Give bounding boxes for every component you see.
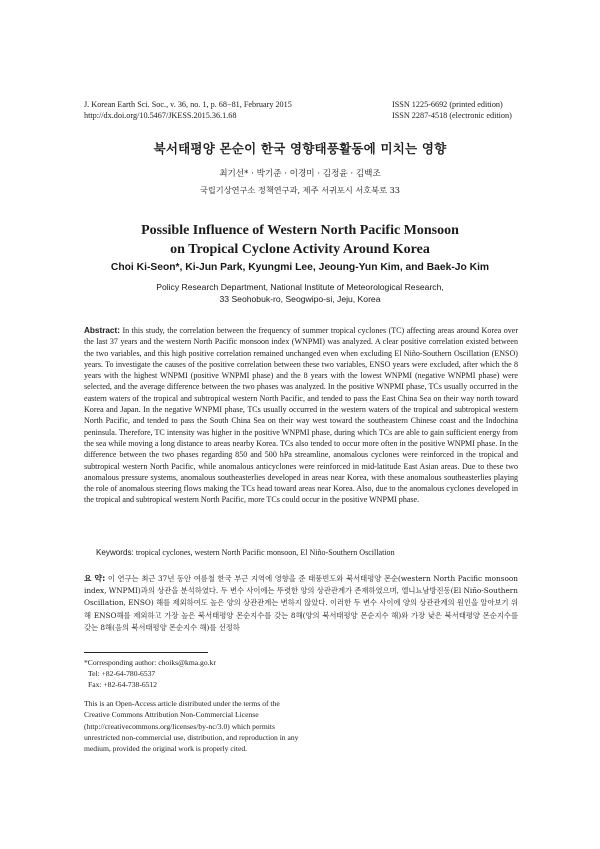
keywords-text: tropical cyclones, western North Pacific monsoon, El Niño-Southern Oscillation	[135, 548, 395, 557]
license-notice: This is an Open-Access article distributed under the terms of the Creative Commons Attribution Non-Commercial License (http://creativecommons.org/licenses/by-nc/3.0) which permits unrestricted non-commercial use, distribution, and reproduction in any medium, provided the original work is properly cited.	[84, 699, 299, 754]
abstract	[84, 325, 518, 506]
doi-link[interactable]: http://dx.doi.org/10.5467/JKESS.2015.36.1.68	[84, 111, 237, 120]
corresponding-tel: Tel: +82-64-780-6537	[88, 669, 156, 679]
english-title-line1: Possible Influence of Western North Pacific Monsoon	[141, 223, 459, 238]
issn-print: ISSN 1225-6692 (printed edition)	[392, 100, 503, 109]
keywords	[96, 548, 516, 557]
abstract-label: Abstract:	[84, 326, 120, 335]
korean-authors: 최기선* · 박기준 · 이경미 · 김정윤 · 김백조	[219, 169, 381, 179]
journal-citation-block	[84, 99, 292, 121]
corresponding-email: *Corresponding author: choiks@kma.go.kr	[84, 658, 216, 667]
korean-affiliation: 국립기상연구소 정책연구과, 제주 서귀포시 서호북로 33	[199, 185, 401, 195]
english-title	[0, 221, 600, 259]
english-affiliation-line1: Policy Research Department, National Institute of Meteorological Research,	[156, 282, 444, 292]
korean-abstract-text: 이 연구는 최근 37년 동안 여름철 한국 부근 지역에 영향을 준 태풍빈도와 북서태평양 몬순(western North Pacific monsoon index, WNPMI)과의 상관을 분석하였다. 두 변수 사이에는 뚜렷한 양의 상관관계가 존재하였으며, 엘니뇨남방진동(El Niño-Southern Oscillation, ENSO) 해를 제외하여도 높은 양의 상관관계는 변하지 않았다. 이러한 두 변수 사이에 양의 상관관계의 원인을 알아보기 위해 ENSO해를 제외하고 가장 높은 북서태평양 몬순지수를 갖는 8해(양의 북서태평양 몬순지수 해)와 가장 낮은 북서태평양 몬순지수를 갖는 8해(음의 북서태평양 몬순지수 해)를 선정하	[84, 574, 518, 632]
korean-title: 북서태평양 몬순이 한국 영향태풍활동에 미치는 영향	[153, 141, 447, 156]
footnote-divider	[84, 652, 208, 653]
english-authors: Choi Ki-Seon*, Ki-Jun Park, Kyungmi Lee, Jeoung-Yun Kim, and Baek-Jo Kim	[110, 262, 490, 273]
english-title-line2: on Tropical Cyclone Activity Around Korea	[170, 242, 430, 257]
issn-block	[392, 99, 512, 121]
keywords-label: Keywords:	[96, 548, 134, 557]
korean-abstract	[84, 573, 518, 634]
abstract-text: In this study, the correlation between the frequency of summer tropical cyclones (TC) affecting areas around Korea over the last 37 years and the western North Pacific monsoon index (WNPMI) was analyzed. A clear positive correlation existed between the two variables, and this high positive correlation remained unchanged even when excluding El Niño-Southern Oscillation (ENSO) years. To investigate the causes of the positive correlation between these two variables, ENSO years were excluded, after which the 8 years with the highest WNPMI (positive WNPMI phase) and the 8 years with the lowest WNPMI (negative WNPMI phase) were selected, and the average difference between the two phases was analyzed. In the positive WNPMI phase, TCs usually occurred in the eastern waters of the tropical and subtropical western North Pacific, and tended to pass the East China Sea on their way north toward Korea and Japan. In the negative WNPMI phase, TCs usually occurred in the western waters of the tropical and subtropical western North Pacific, and tended to pass the South China Sea on their way west toward the southeastern Chinese coast and the Indochina peninsula. Therefore, TC intensity was higher in the positive WNPMI phase, during which TCs are able to gain sufficient energy from the sea while moving a long distance to areas nearby Korea. TCs also tended to occur more often in the positive WNPMI phase. In the difference between the two phases regarding 850 and 500 hPa streamline, anomalous cyclones were reinforced in the tropical and subtropical western North Pacific, while anomalous anticyclones were reinforced in mid-latitude East Asian areas. Due to these two anomalous pressure systems, anomalous southeasterlies developed in areas near Korea, with these anomalous southeasterlies playing the role of anomalous steering flows making the TCs head toward areas near Korea. Also, due to the anomalous cyclones developed in the tropical and subtropical western North Pacific, more TCs could occur in the positive WNPMI phase.	[84, 326, 519, 505]
journal-citation: J. Korean Earth Sci. Soc., v. 36, no. 1, p. 68−81, February 2015	[84, 100, 292, 109]
corresponding-fax: Fax: +82-64-738-6512	[88, 680, 158, 690]
issn-electronic: ISSN 2287-4518 (electronic edition)	[392, 111, 512, 120]
corresponding-author-footnote	[84, 657, 216, 691]
english-affiliation	[0, 281, 600, 305]
english-affiliation-line2: 33 Seohobuk-ro, Seogwipo-si, Jeju, Korea	[219, 294, 381, 304]
korean-abstract-label: 요 약:	[84, 574, 106, 583]
